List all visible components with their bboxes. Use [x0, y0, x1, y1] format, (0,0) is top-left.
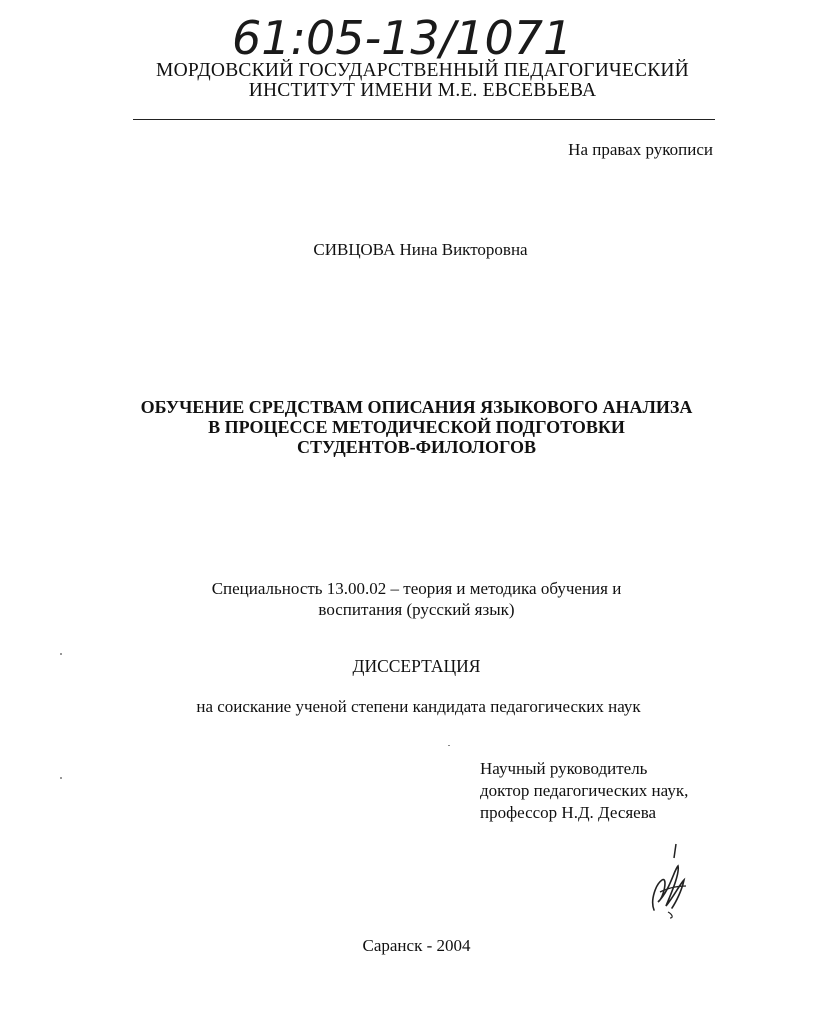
handwritten-archive-number [228, 6, 573, 66]
signature-icon [640, 840, 700, 920]
author-name: СИВЦОВА Нина Викторовна [313, 240, 528, 259]
handwritten-signature [640, 840, 700, 920]
supervisor-line-1: Научный руководитель [480, 759, 648, 778]
title-line-1: ОБУЧЕНИЕ СРЕДСТВАМ ОПИСАНИЯ ЯЗЫКОВОГО АНАЛИЗА [140, 397, 693, 417]
document-type: ДИССЕРТАЦИЯ [352, 656, 481, 676]
supervisor-line-3: профессор Н.Д. Десяева [480, 803, 657, 822]
supervisor-block [480, 758, 688, 824]
specialty-line-2: воспитания (русский язык) [318, 600, 515, 619]
supervisor-line-2: доктор педагогических наук, [480, 781, 689, 800]
scan-speck [60, 777, 62, 779]
manuscript-note: На правах рукописи [568, 140, 713, 159]
institution-line-2: ИНСТИТУТ ИМЕНИ М.Е. ЕВСЕВЬЕВА [248, 80, 597, 101]
archive-number-text: 61:05-13/1071 [232, 11, 573, 65]
dissertation-title [0, 397, 793, 457]
scan-speck [60, 653, 62, 655]
specialty-line-1: Специальность 13.00.02 – теория и методика обучения и [211, 579, 622, 598]
title-line-2: В ПРОЦЕССЕ МЕТОДИЧЕСКОЙ ПОДГОТОВКИ [208, 417, 625, 437]
institution-line-1: МОРДОВСКИЙ ГОСУДАРСТВЕННЫЙ ПЕДАГОГИЧЕСКИЙ [156, 60, 689, 81]
degree-statement: на соискание ученой степени кандидата педагогических наук [196, 697, 641, 716]
title-line-3: СТУДЕНТОВ-ФИЛОЛОГОВ [297, 437, 536, 457]
city-year: Саранск - 2004 [362, 936, 471, 955]
scan-speck [448, 745, 450, 746]
header-divider [133, 119, 715, 120]
handwritten-archive-number-svg [228, 6, 573, 66]
specialty [0, 578, 793, 620]
